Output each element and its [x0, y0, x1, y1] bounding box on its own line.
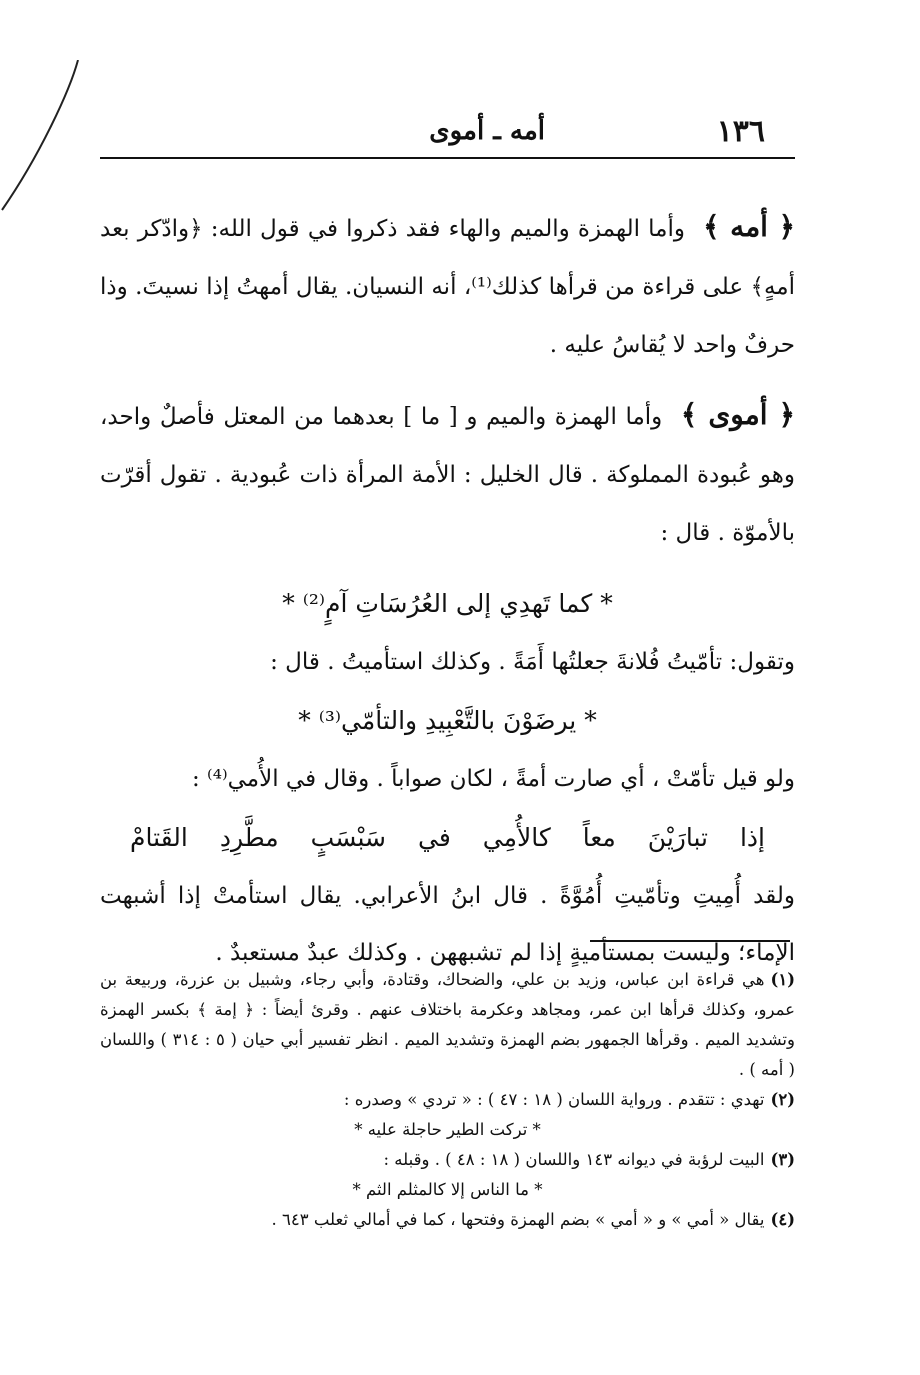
footnote [100, 1085, 795, 1115]
footnote-number: (٢) [770, 1090, 795, 1109]
page-number: ١٣٦ [716, 114, 765, 149]
footnote-number: (٣) [770, 1150, 795, 1169]
entry-text: وأما الهمزة والميم و [ ما ] بعدهما من المعتل فأصلٌ واحد، وهو عُبودة المملوكة . قال الخليل : الأمة المرأة ذات عُبودية . تقول أقرّت بالأموّة . قال : [100, 404, 795, 546]
entry-amh [100, 198, 795, 374]
paragraph-line: ولو قيل تأمّتْ ، أي صارت أمةً ، لكان صواباً . وقال في الأُمي⁽⁴⁾ : [192, 766, 795, 792]
footnote-text: يقال « أمي » و « أمي » بضم الهمزة وفتحها ، كما في أمالي ثعلب ٦٤٣ . [271, 1210, 765, 1229]
headword: ﴿ أمه ﴾ [703, 210, 795, 243]
footnote-verse: * تركت الطير حاجلة عليه * [354, 1120, 541, 1139]
footnote [100, 1145, 795, 1175]
footnote-text: البيت لرؤبة في ديوانه ١٤٣ واللسان ( ١٨ : ٤٨ ) . وقبله : [383, 1150, 765, 1169]
entry-text: وأما الهمزة والميم والهاء فقد ذكروا في قول الله: ﴿وادّكر بعد أمهٍ﴾ على قراءة من قرأها كذلك⁽¹⁾، أنه النسيان. يقال أمهتُ إذا نسيتَ. وذا حرفٌ واحد لا يُقاسُ عليه . [100, 216, 796, 358]
headword: ﴿ أموى ﴾ [680, 398, 795, 431]
footnote-rule [590, 940, 790, 942]
main-text [100, 198, 795, 982]
margin-pen-stroke [0, 60, 90, 220]
page-header [100, 112, 795, 152]
running-title: أمه ـ أموى [429, 116, 545, 146]
footnotes [100, 965, 795, 1235]
footnote-text: تهدي : تتقدم . ورواية اللسان ( ١٨ : ٤٧ ) : « تردي » وصدره : [343, 1090, 765, 1109]
verse-line: * يرضَوْنَ بالتَّعْبِيدِ والتأمّي⁽³⁾ * [298, 706, 597, 735]
paragraph-line: وتقول: تأمّيتُ فُلانةَ جعلتُها أَمَةً . وكذلك استأميتُ . قال : [270, 649, 795, 675]
footnote-verse: * ما الناس إلا كالمثلم الثم * [352, 1180, 543, 1199]
footnote [100, 1205, 795, 1235]
header-rule [100, 157, 795, 159]
verse-line: إذا تبارَيْنَ معاً كالأُمِي في سَبْسَبٍ مطَّرِدِ القَتامْ [130, 823, 765, 852]
footnote [100, 965, 795, 1085]
footnote-text: هي قراءة ابن عباس، وزيد بن علي، والضحاك، وقتادة، وأبي رجاء، وشبيل بن عزرة، وربيعة بن عمرو، وكذلك قرأها ابن عمر، ومجاهد وعكرمة باختلاف عنهم . وقرئ أيضاً : ﴿ إمة ﴾ بكسر الهمزة وتشديد الميم . وقرأها الجمهور بضم الهمزة وتشديد الميم . انظر تفسير أبي حيان ( ٥ : ٣١٤ ) واللسان ( أمه ) . [100, 970, 795, 1079]
paragraph-line: ولقد أُمِيتِ وتأمّيتِ أُمُوَّةً . قال ابنُ الأعرابي. يقال استأمتْ إذا أشبهت الإماء؛ وليست بمستأميةٍ إذا لم تشبههن . وكذلك عبدٌ مستعبدٌ . [100, 883, 795, 966]
verse-line: * كما تَهدِي إلى العُرُسَاتِ آمٍ⁽²⁾ * [282, 589, 613, 618]
footnote-number: (١) [770, 970, 795, 989]
footnote-number: (٤) [770, 1210, 795, 1229]
entry-amwa [100, 386, 795, 562]
